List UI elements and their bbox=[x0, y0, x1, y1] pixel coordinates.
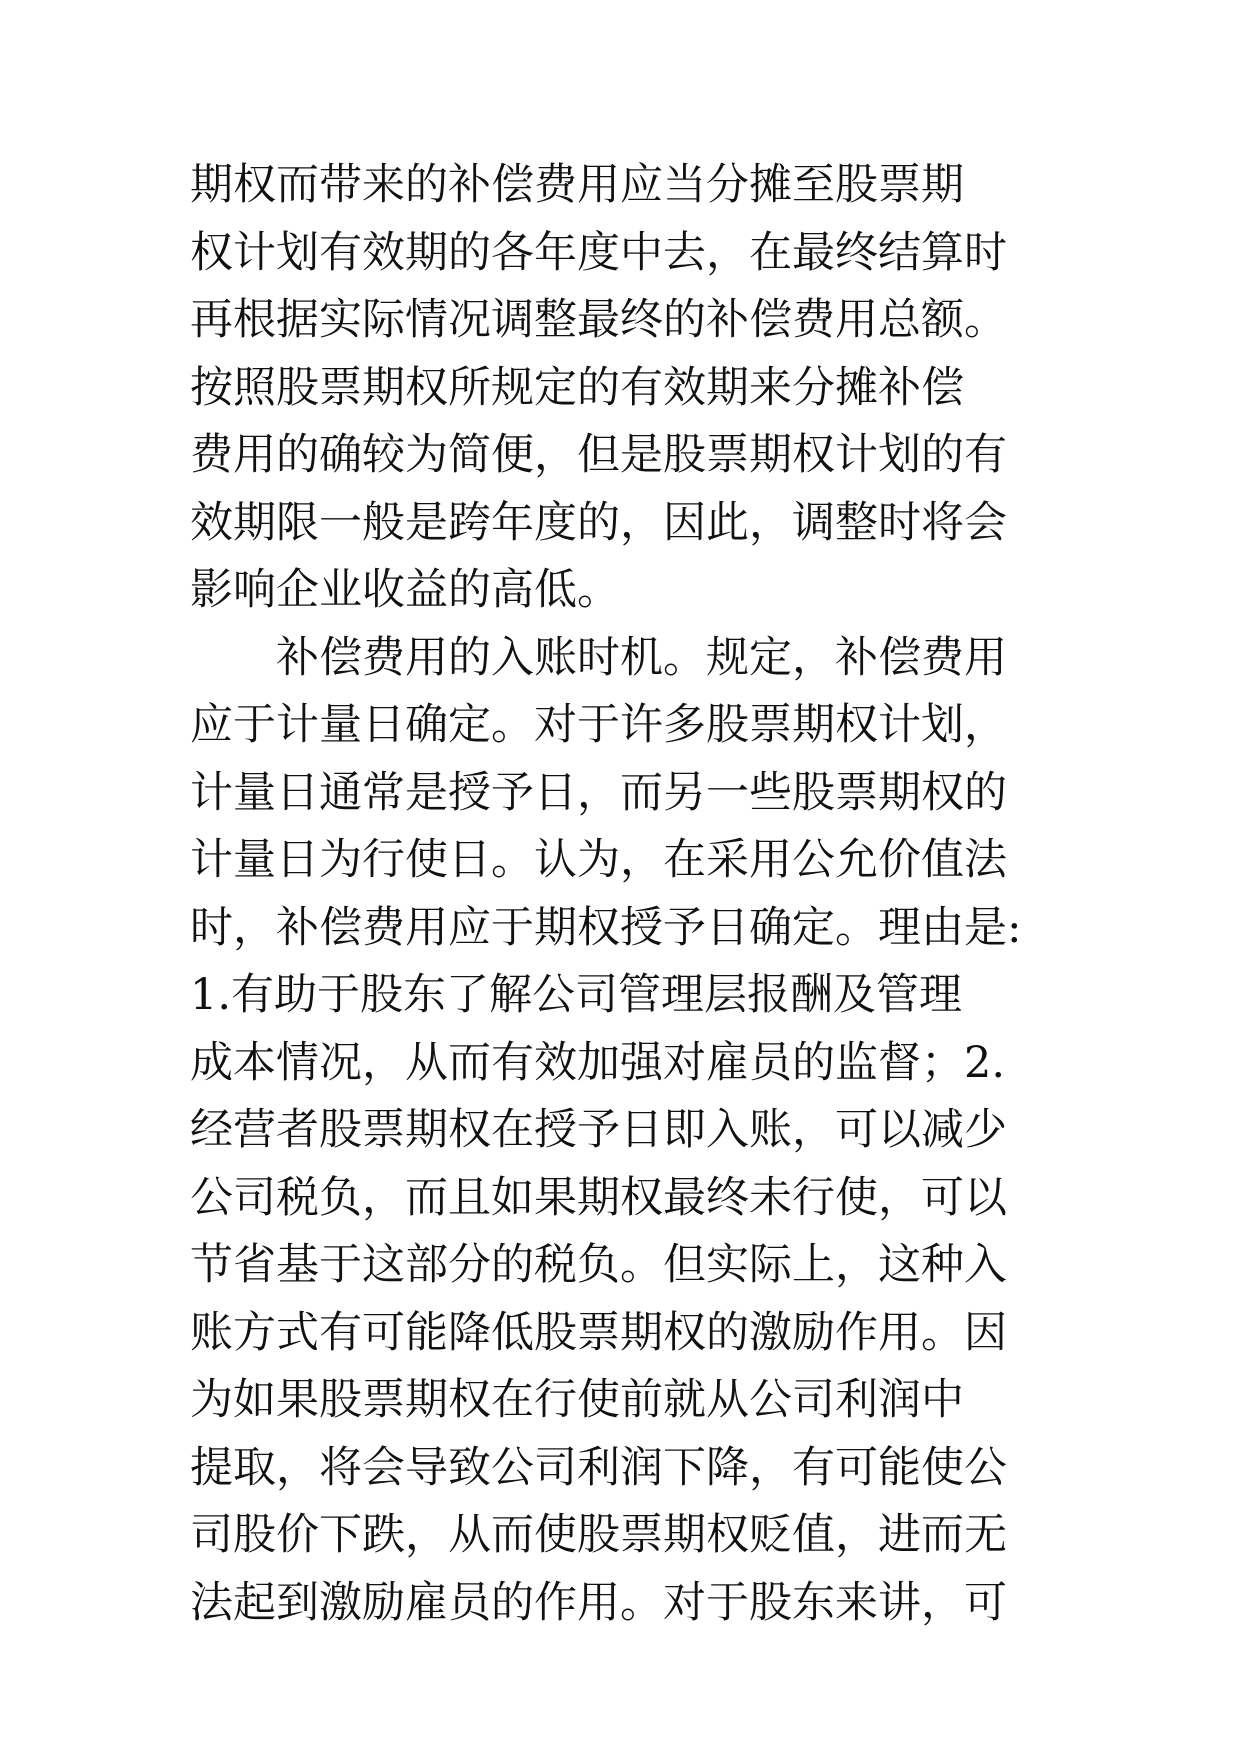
text-line: 应于计量日确定。对于许多股票期权计划， bbox=[190, 700, 1007, 750]
body-text bbox=[190, 152, 1090, 1637]
text-line: 法起到激励雇员的作用。对于股东来讲，可 bbox=[190, 1577, 1007, 1628]
text-line: 补偿费用的入账时机。规定，补偿费用 bbox=[190, 632, 1007, 683]
text-line: 司股价下跌，从而使股票期权贬值，进而无 bbox=[190, 1510, 1007, 1560]
text-line: 成本情况，从而有效加强对雇员的监督；2. bbox=[190, 1037, 1006, 1088]
text-line: 计量日通常是授予日，而另一些股票期权的 bbox=[190, 767, 1007, 818]
text-line: 权计划有效期的各年度中去，在最终结算时 bbox=[190, 227, 1007, 278]
text-line: 效期限一般是跨年度的，因此，调整时将会 bbox=[190, 497, 1007, 548]
text-line: 1.有助于股东了解公司管理层报酬及管理 bbox=[190, 970, 963, 1020]
text-line: 为如果股票期权在行使前就从公司利润中 bbox=[190, 1375, 964, 1425]
text-line: 计量日为行使日。认为，在采用公允价值法 bbox=[190, 835, 1007, 885]
text-line: 经营者股票期权在授予日即入账，可以减少 bbox=[190, 1105, 1007, 1155]
text-line: 再根据实际情况调整最终的补偿费用总额。 bbox=[190, 295, 1007, 345]
text-line: 时，补偿费用应于期权授予日确定。理由是: bbox=[190, 902, 1022, 953]
text-line: 公司税负，而且如果期权最终未行使，可以 bbox=[190, 1172, 1007, 1223]
text-line: 影响企业收益的高低。 bbox=[190, 565, 620, 615]
text-line: 费用的确较为简便，但是股票期权计划的有 bbox=[190, 430, 1007, 480]
text-line: 期权而带来的补偿费用应当分摊至股票期 bbox=[190, 160, 964, 210]
text-line: 按照股票期权所规定的有效期来分摊补偿 bbox=[190, 362, 964, 413]
text-line: 节省基于这部分的税负。但实际上，这种入 bbox=[190, 1240, 1007, 1290]
text-line: 账方式有可能降低股票期权的激励作用。因 bbox=[190, 1307, 1007, 1358]
text-line: 提取，将会导致公司利润下降，有可能使公 bbox=[190, 1442, 1007, 1493]
